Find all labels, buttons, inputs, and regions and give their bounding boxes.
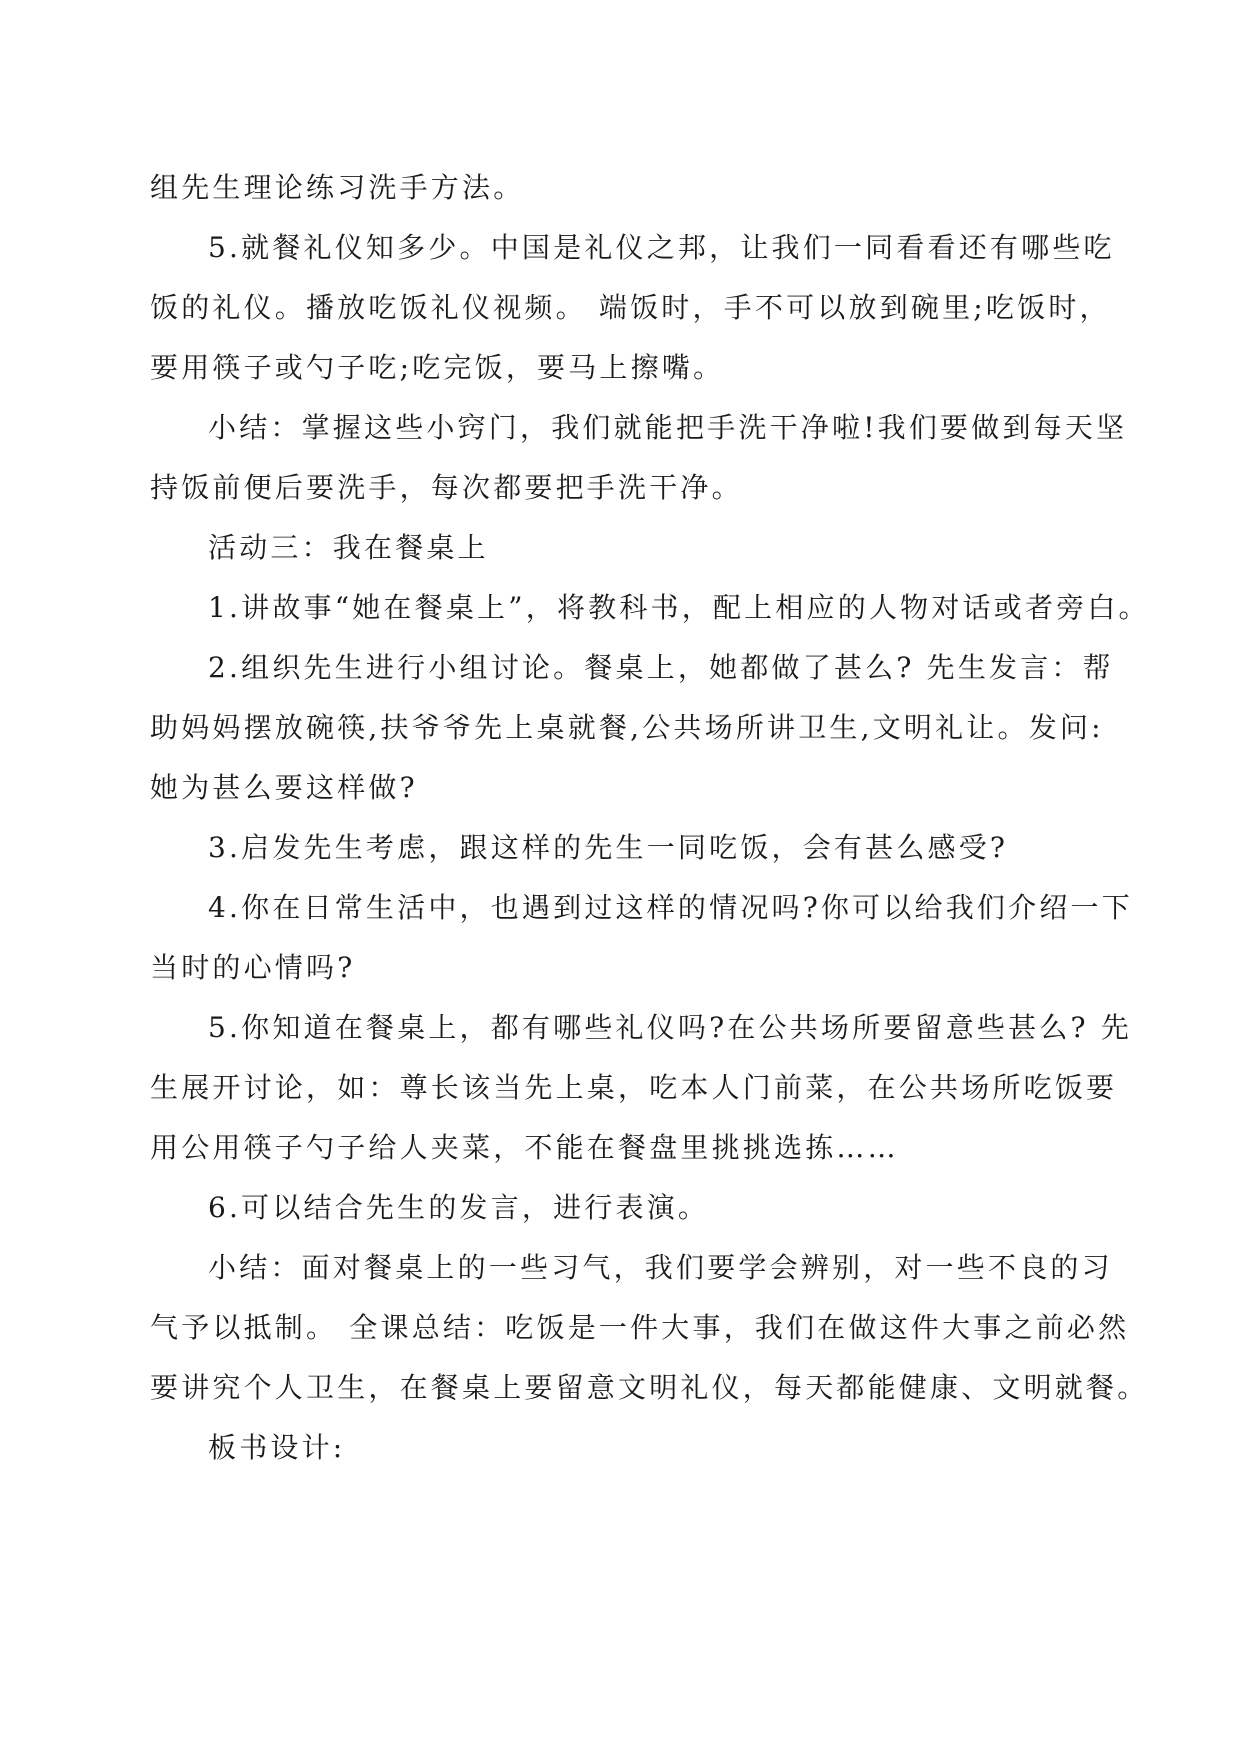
text-line: 持饭前便后要洗手，每次都要把手洗干净。 — [150, 471, 743, 504]
text-line: 板书设计: — [208, 1431, 346, 1464]
text-line: 小结：面对餐桌上的一些习气，我们要学会辨别，对一些不良的习 — [208, 1251, 1113, 1284]
text-line: 5.你知道在餐桌上，都有哪些礼仪吗?在公共场所要留意些甚么? 先 — [208, 1011, 1133, 1044]
text-line: 3.启发先生考虑，跟这样的先生一同吃饭，会有甚么感受? — [208, 831, 1009, 864]
text-line: 要讲究个人卫生，在餐桌上要留意文明礼仪，每天都能健康、文明就餐。 — [150, 1371, 1149, 1404]
text-line: 6.可以结合先生的发言，进行表演。 — [208, 1191, 710, 1224]
text-line: 助妈妈摆放碗筷,扶爷爷先上桌就餐,公共场所讲卫生,文明礼让。发问: — [150, 711, 1104, 744]
section-heading: 活动三：我在餐桌上 — [208, 531, 489, 564]
text-line: 1.讲故事“她在餐桌上”，将教科书，配上相应的人物对话或者旁白。 — [208, 591, 1150, 624]
text-line: 4.你在日常生活中，也遇到过这样的情况吗?你可以给我们介绍一下 — [208, 891, 1133, 924]
text-line: 5.就餐礼仪知多少。中国是礼仪之邦，让我们一同看看还有哪些吃 — [208, 231, 1115, 264]
text-line: 生展开讨论，如：尊长该当先上桌，吃本人门前菜，在公共场所吃饭要 — [150, 1071, 1118, 1104]
text-line: 2.组织先生进行小组讨论。餐桌上，她都做了甚么? 先生发言：帮 — [208, 651, 1114, 684]
text-line: 小结：掌握这些小窍门，我们就能把手洗干净啦!我们要做到每天坚 — [208, 411, 1128, 444]
text-line: 用公用筷子勺子给人夹菜，不能在餐盘里挑挑选拣…… — [150, 1131, 899, 1164]
text-line: 她为甚么要这样做? — [150, 771, 418, 804]
text-line: 饭的礼仪。播放吃饭礼仪视频。 端饭时，手不可以放到碗里;吃饭时， — [150, 291, 1111, 324]
text-line: 气予以抵制。 全课总结：吃饭是一件大事，我们在做这件大事之前必然 — [150, 1311, 1130, 1344]
text-line: 组先生理论练习洗手方法。 — [150, 171, 525, 204]
text-line: 要用筷子或勺子吃;吃完饭，要马上擦嘴。 — [150, 351, 725, 384]
text-line: 当时的心情吗? — [150, 951, 356, 984]
document-page — [150, 158, 1150, 1478]
